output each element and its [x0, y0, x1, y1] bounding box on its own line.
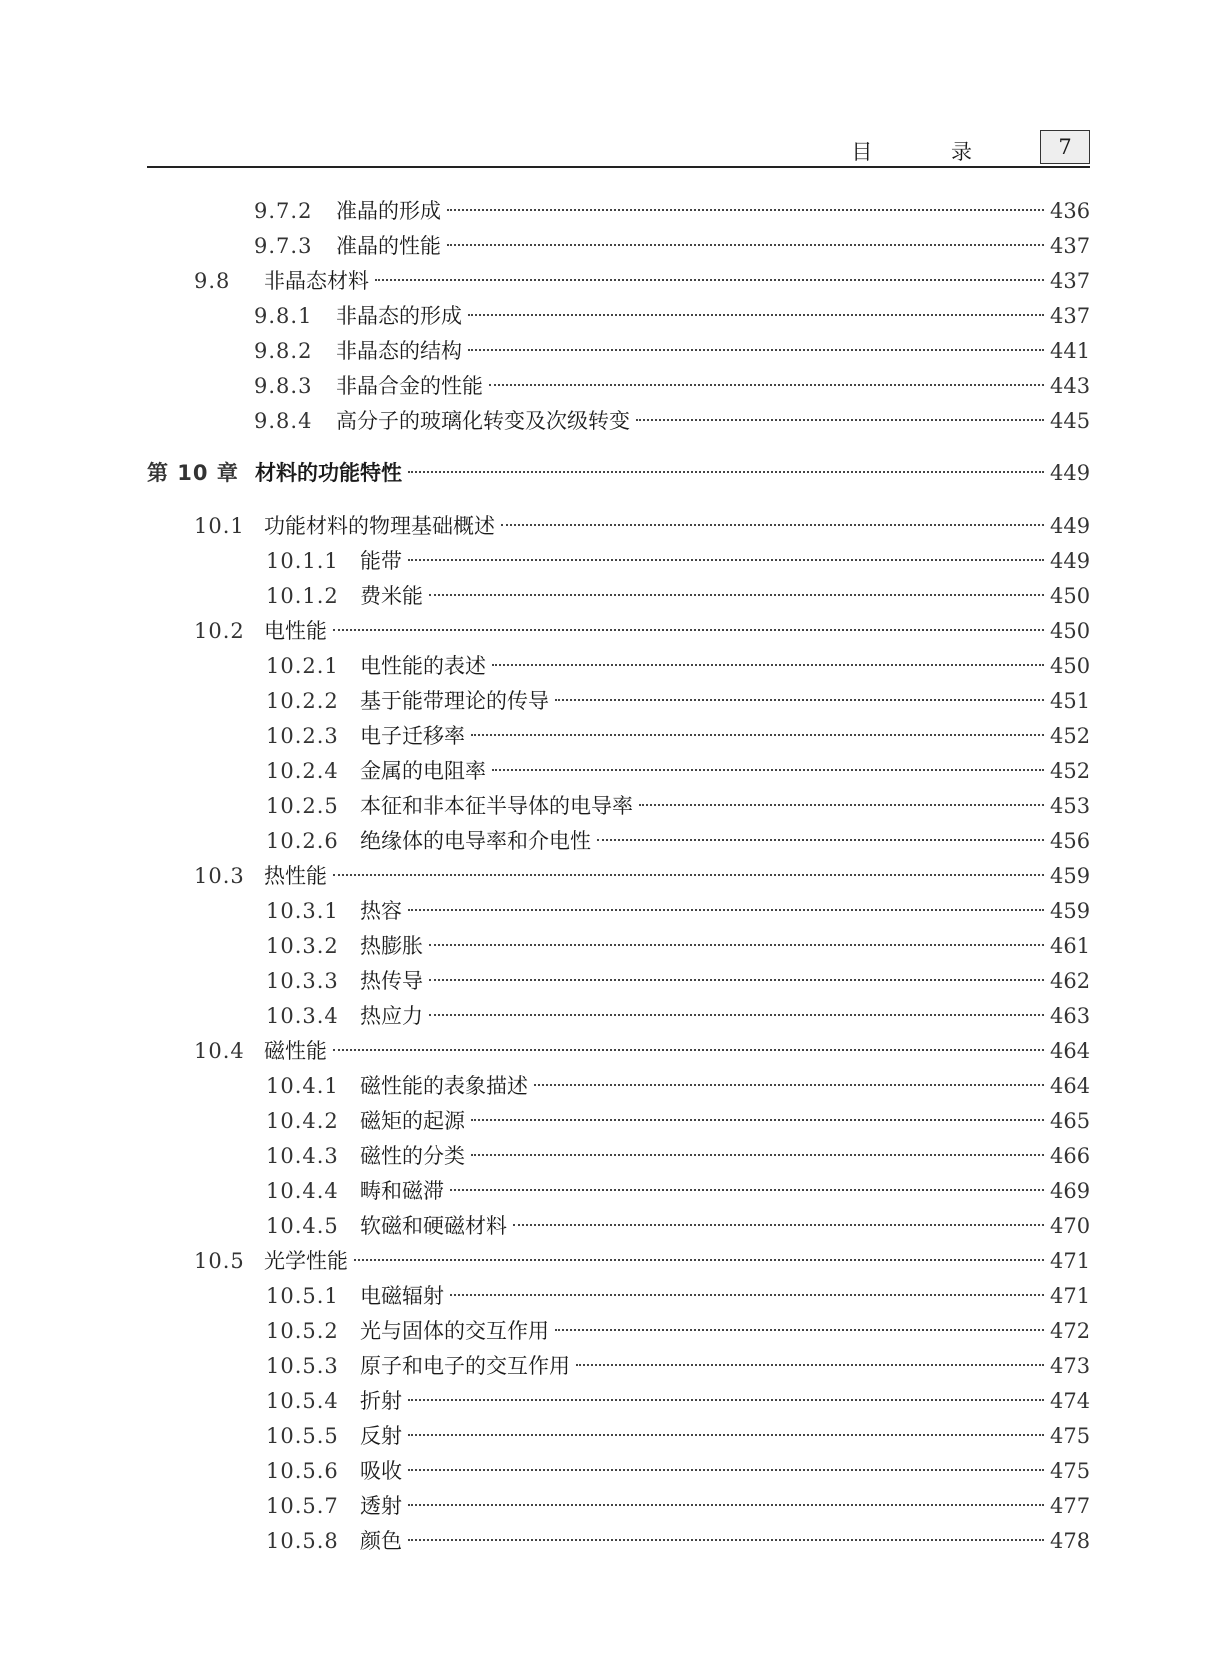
- entry-number: 10.4.1: [266, 1074, 339, 1098]
- dot-leader: [492, 664, 1044, 666]
- entry-page: 473: [1050, 1354, 1091, 1378]
- entry-title: 电性能: [264, 619, 327, 643]
- entry-page: 477: [1050, 1494, 1091, 1518]
- dot-leader: [429, 979, 1044, 981]
- entry-number: 10.2.1: [266, 654, 339, 678]
- entry-title: 透射: [360, 1494, 402, 1518]
- dot-leader: [429, 594, 1044, 596]
- entry-title: 准晶的性能: [336, 234, 441, 258]
- entry-page: 437: [1050, 269, 1091, 293]
- entry-title: 原子和电子的交互作用: [360, 1354, 570, 1378]
- entry-page: 449: [1050, 461, 1091, 485]
- entry-number: 10.2: [194, 619, 245, 643]
- entry-page: 475: [1050, 1459, 1091, 1483]
- dot-leader: [576, 1364, 1044, 1366]
- dot-leader: [501, 524, 1044, 526]
- entry-title: 高分子的玻璃化转变及次级转变: [336, 409, 630, 433]
- dot-leader: [408, 1469, 1044, 1471]
- toc-entry[interactable]: [266, 791, 1090, 821]
- dot-leader: [447, 209, 1044, 211]
- dot-leader: [534, 1084, 1044, 1086]
- entry-title: 金属的电阻率: [360, 759, 486, 783]
- entry-number: 10.5.3: [266, 1354, 339, 1378]
- entry-title: 本征和非本征半导体的电导率: [360, 794, 633, 818]
- entry-number: 9.7.3: [254, 234, 313, 258]
- toc-entry[interactable]: [254, 371, 1090, 401]
- entry-number: 10.4.5: [266, 1214, 339, 1238]
- entry-number: 10.2.4: [266, 759, 339, 783]
- dot-leader: [471, 734, 1044, 736]
- entry-title: 光与固体的交互作用: [360, 1319, 549, 1343]
- toc-entry[interactable]: [266, 686, 1090, 716]
- toc-entry[interactable]: [266, 1421, 1090, 1451]
- entry-title: 折射: [360, 1389, 402, 1413]
- entry-page: 465: [1050, 1109, 1091, 1133]
- entry-number: 10.2.5: [266, 794, 339, 818]
- entry-page: 450: [1050, 619, 1091, 643]
- entry-number: 10.2.3: [266, 724, 339, 748]
- dot-leader: [375, 279, 1044, 281]
- toc-entry[interactable]: [266, 651, 1090, 681]
- entry-page: 441: [1050, 339, 1091, 363]
- entry-title: 热膨胀: [360, 934, 423, 958]
- dot-leader: [408, 1399, 1044, 1401]
- entry-title: 电磁辐射: [360, 1284, 444, 1308]
- toc-entry[interactable]: [254, 336, 1090, 366]
- toc-entry[interactable]: [194, 616, 1090, 646]
- entry-page: 469: [1050, 1179, 1091, 1203]
- toc-entry[interactable]: [266, 826, 1090, 856]
- toc-entry[interactable]: [194, 266, 1090, 296]
- entry-page: 471: [1050, 1249, 1091, 1273]
- entry-page: 452: [1050, 759, 1091, 783]
- dot-leader: [408, 559, 1044, 561]
- entry-title: 磁性能: [264, 1039, 327, 1063]
- toc-entry[interactable]: [266, 1141, 1090, 1171]
- entry-page: 443: [1050, 374, 1091, 398]
- toc-entry[interactable]: [266, 1211, 1090, 1241]
- entry-number: 10.1.2: [266, 584, 339, 608]
- entry-number: 10.4.2: [266, 1109, 339, 1133]
- entry-number: 10.5.1: [266, 1284, 339, 1308]
- entry-number: 10.5.5: [266, 1424, 339, 1448]
- dot-leader: [636, 419, 1044, 421]
- dot-leader: [471, 1119, 1044, 1121]
- entry-title: 非晶态的形成: [336, 304, 462, 328]
- entry-title: 软磁和硬磁材料: [360, 1214, 507, 1238]
- page-header: [147, 128, 1090, 168]
- entry-page: 449: [1050, 549, 1091, 573]
- entry-title: 磁性的分类: [360, 1144, 465, 1168]
- entry-page: 459: [1050, 899, 1091, 923]
- dot-leader: [408, 471, 1044, 473]
- entry-title: 热性能: [264, 864, 327, 888]
- entry-page: 470: [1050, 1214, 1091, 1238]
- dot-leader: [639, 804, 1044, 806]
- toc-entry[interactable]: [266, 966, 1090, 996]
- toc-entry[interactable]: [194, 861, 1090, 891]
- entry-title: 光学性能: [264, 1249, 348, 1273]
- entry-number: 10.3.4: [266, 1004, 339, 1028]
- dot-leader: [333, 874, 1044, 876]
- dot-leader: [333, 629, 1044, 631]
- entry-title: 畴和磁滞: [360, 1179, 444, 1203]
- entry-number: 10.2.2: [266, 689, 339, 713]
- toc-entry[interactable]: [194, 511, 1090, 541]
- entry-page: 453: [1050, 794, 1091, 818]
- entry-number: 10.5.4: [266, 1389, 339, 1413]
- entry-number: 9.8.4: [254, 409, 313, 433]
- entry-page: 464: [1050, 1074, 1091, 1098]
- toc-entry[interactable]: [266, 1281, 1090, 1311]
- toc-entry[interactable]: [266, 721, 1090, 751]
- dot-leader: [333, 1049, 1044, 1051]
- entry-page: 478: [1050, 1529, 1091, 1553]
- entry-page: 456: [1050, 829, 1091, 853]
- entry-number: 9.8.2: [254, 339, 313, 363]
- entry-title: 非晶合金的性能: [336, 374, 483, 398]
- toc-entry[interactable]: [266, 1526, 1090, 1556]
- entry-title: 颜色: [360, 1529, 402, 1553]
- header-title: 目 录: [851, 140, 1008, 164]
- entry-number: 10.5.8: [266, 1529, 339, 1553]
- dot-leader: [513, 1224, 1044, 1226]
- entry-page: 450: [1050, 654, 1091, 678]
- entry-title: 能带: [360, 549, 402, 573]
- dot-leader: [450, 1189, 1044, 1191]
- toc-entry[interactable]: [266, 546, 1090, 576]
- toc-entry[interactable]: [266, 1491, 1090, 1521]
- entry-number: 10.1.1: [266, 549, 339, 573]
- entry-number: 10.3.1: [266, 899, 339, 923]
- toc-entry[interactable]: [266, 1351, 1090, 1381]
- entry-page: 466: [1050, 1144, 1091, 1168]
- dot-leader: [468, 349, 1044, 351]
- entry-page: 437: [1050, 234, 1091, 258]
- entry-number: 9.8: [194, 269, 231, 293]
- entry-page: 475: [1050, 1424, 1091, 1448]
- entry-title: 非晶态的结构: [336, 339, 462, 363]
- toc-entry[interactable]: [194, 1036, 1090, 1066]
- toc-entry[interactable]: [266, 896, 1090, 926]
- dot-leader: [447, 244, 1044, 246]
- entry-page: 471: [1050, 1284, 1091, 1308]
- entry-page: 462: [1050, 969, 1091, 993]
- entry-number: 10.5: [194, 1249, 245, 1273]
- entry-page: 463: [1050, 1004, 1091, 1028]
- entry-number: 10.3: [194, 864, 245, 888]
- entry-title: 非晶态材料: [264, 269, 369, 293]
- entry-title: 电子迁移率: [360, 724, 465, 748]
- toc-entry[interactable]: [194, 1246, 1090, 1276]
- dot-leader: [408, 1504, 1044, 1506]
- toc-entry[interactable]: [266, 1106, 1090, 1136]
- entry-page: 450: [1050, 584, 1091, 608]
- entry-number: 10.3.2: [266, 934, 339, 958]
- dot-leader: [489, 384, 1044, 386]
- entry-number: 10.4.4: [266, 1179, 339, 1203]
- toc-entry[interactable]: [266, 756, 1090, 786]
- entry-page: 472: [1050, 1319, 1091, 1343]
- dot-leader: [408, 1539, 1044, 1541]
- toc-entry[interactable]: [266, 1071, 1090, 1101]
- dot-leader: [555, 1329, 1044, 1331]
- entry-title: 绝缘体的电导率和介电性: [360, 829, 591, 853]
- entry-page: 464: [1050, 1039, 1091, 1063]
- entry-number: 9.7.2: [254, 199, 313, 223]
- entry-page: 461: [1050, 934, 1091, 958]
- entry-title: 磁矩的起源: [360, 1109, 465, 1133]
- entry-page: 451: [1050, 689, 1091, 713]
- entry-number: 9.8.3: [254, 374, 313, 398]
- entry-title: 功能材料的物理基础概述: [264, 514, 495, 538]
- toc-entry[interactable]: [266, 931, 1090, 961]
- dot-leader: [354, 1259, 1044, 1261]
- toc-entry[interactable]: [254, 231, 1090, 261]
- entry-page: 436: [1050, 199, 1091, 223]
- entry-title: 电性能的表述: [360, 654, 486, 678]
- dot-leader: [597, 839, 1044, 841]
- toc-entry[interactable]: [266, 1386, 1090, 1416]
- entry-number: 9.8.1: [254, 304, 313, 328]
- toc-entry[interactable]: [254, 301, 1090, 331]
- entry-title: 吸收: [360, 1459, 402, 1483]
- toc-entry[interactable]: [266, 1456, 1090, 1486]
- dot-leader: [450, 1294, 1044, 1296]
- toc-entry[interactable]: [254, 406, 1090, 436]
- entry-number: 10.5.6: [266, 1459, 339, 1483]
- entry-number: 10.1: [194, 514, 245, 538]
- entry-page: 445: [1050, 409, 1091, 433]
- entry-number: 10.4.3: [266, 1144, 339, 1168]
- page-number: 7: [1040, 130, 1090, 164]
- entry-title: 准晶的形成: [336, 199, 441, 223]
- entry-number: 10.3.3: [266, 969, 339, 993]
- entry-page: 437: [1050, 304, 1091, 328]
- entry-number: 10.2.6: [266, 829, 339, 853]
- toc-entry[interactable]: [266, 581, 1090, 611]
- entry-title: 热应力: [360, 1004, 423, 1028]
- toc-entry[interactable]: [254, 196, 1090, 226]
- dot-leader: [408, 1434, 1044, 1436]
- dot-leader: [429, 1014, 1044, 1016]
- entry-title: 热容: [360, 899, 402, 923]
- entry-title: 反射: [360, 1424, 402, 1448]
- entry-page: 474: [1050, 1389, 1091, 1413]
- entry-number: 10.5.7: [266, 1494, 339, 1518]
- toc-entry[interactable]: [266, 1176, 1090, 1206]
- chapter-number: 第 10 章: [147, 461, 239, 485]
- dot-leader: [408, 909, 1044, 911]
- entry-page: 449: [1050, 514, 1091, 538]
- entry-number: 10.5.2: [266, 1319, 339, 1343]
- entry-title: 热传导: [360, 969, 423, 993]
- entry-page: 459: [1050, 864, 1091, 888]
- entry-number: 10.4: [194, 1039, 245, 1063]
- entry-title: 基于能带理论的传导: [360, 689, 549, 713]
- entry-page: 452: [1050, 724, 1091, 748]
- dot-leader: [468, 314, 1044, 316]
- entry-title: 费米能: [360, 584, 423, 608]
- dot-leader: [471, 1154, 1044, 1156]
- dot-leader: [555, 699, 1044, 701]
- chapter-title: 材料的功能特性: [255, 461, 402, 485]
- toc-entry[interactable]: [266, 1001, 1090, 1031]
- toc-chapter-entry[interactable]: [147, 458, 1090, 488]
- entry-title: 磁性能的表象描述: [360, 1074, 528, 1098]
- dot-leader: [429, 944, 1044, 946]
- dot-leader: [492, 769, 1044, 771]
- toc-entry[interactable]: [266, 1316, 1090, 1346]
